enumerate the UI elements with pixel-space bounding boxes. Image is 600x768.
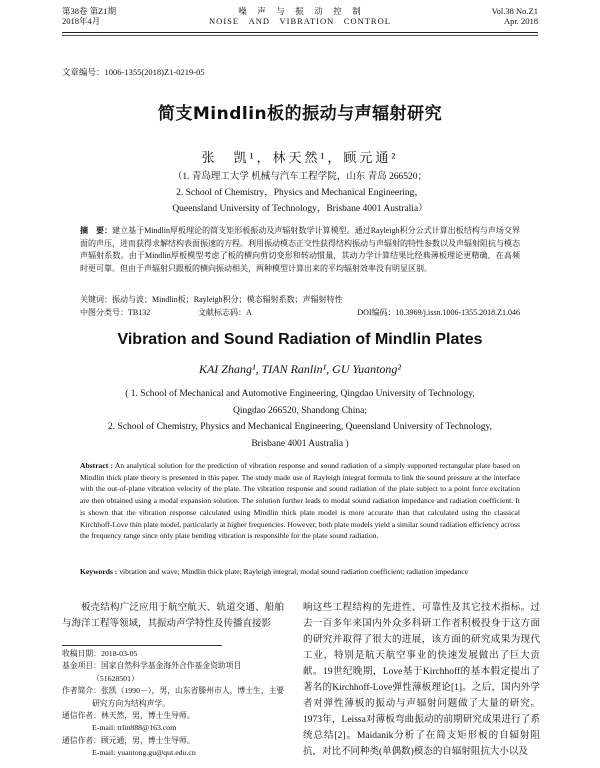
header-date: 2018年4月 <box>62 16 101 26</box>
en-aff-4: Brisbane 4001 Australia ) <box>251 438 349 449</box>
cn-abstract-label: 摘 要： <box>80 226 113 235</box>
fn-fund-number: （51628501） <box>92 673 139 683</box>
cn-affiliations <box>0 169 600 217</box>
cn-aff-2: 2. School of Chemistry，Physics and Mechanical Engineering， <box>176 188 424 198</box>
cn-clc: 中图分类号：TB132 <box>80 308 151 317</box>
footnote-rule <box>62 645 222 646</box>
en-abstract <box>80 460 520 542</box>
cn-title: 简支Mindlin板的振动与声辐射研究 <box>157 104 443 124</box>
cn-aff-1: （1. 青岛理工大学 机械与汽车工程学院，山东 青岛 266520； <box>172 172 428 182</box>
en-aff-2: Qingdao 266520, Shandong China; <box>232 405 368 416</box>
en-authors: KAI Zhang¹, TIAN Ranlin¹, GU Yuantong² <box>198 362 402 376</box>
cn-abstract <box>80 225 520 275</box>
cn-doc-code: 文献标志码：A <box>198 308 252 317</box>
header-journal-cn: 噪 声 与 振 动 控 制 <box>238 6 362 16</box>
fn-email-2: E-mail: yuantong.gu@qut.edu.cn <box>92 748 196 758</box>
header-center <box>62 6 538 26</box>
header-volume: 第38卷 第Z1期 <box>62 6 117 16</box>
header-rule <box>62 32 538 33</box>
en-affiliations <box>80 386 520 452</box>
footnotes <box>62 648 284 760</box>
fn-corresponding-1: 通信作者：林天然，男，博士生导师。 <box>62 711 195 721</box>
cn-doi: DOI编码：10.3969/j.issn.1006-1355.2018.Z1.046 <box>357 308 520 317</box>
cn-authors: 张 凯¹，林天然¹，顾元通² <box>201 150 399 165</box>
body-left-paragraph: 板壳结构广泛应用于航空航天、轨道交通、船舶与海洋工程等领域，其振动声学特性及传播直接影 <box>62 603 284 629</box>
header-journal-en: NOISE AND VIBRATION CONTROL <box>209 16 391 26</box>
en-keywords-label: Keywords : <box>80 567 118 576</box>
fn-received: 收稿日期：2018-03-05 <box>62 649 138 658</box>
fn-author: 作者简介：张凯（1990－），男，山东省滕州市人，博士生，主要 <box>62 686 285 696</box>
en-aff-3: 2. School of Chemistry, Physics and Mechanical Engineering, Queensland University of Technology, <box>108 422 492 432</box>
header-rule-thin <box>62 35 538 36</box>
en-abstract-text: An analytical solution for the prediction of vibration response and sound radiation of a simply supported rectangular plate based on Mindlin thick plate theory is presented in this paper. The study made use of Rayleigh integral formula to link the sound pressure at the interface with the out-of-plane vibration velocity of the plate. The vibration response and sound radiation of the plate subject to a point force excitation are then obtained using a modal expansion solution. The solution further leads to modal sound radiation impedance and radiation coefficient. It is shown that the vibration response calculated using Mindlin thick plate model is more accurate than that calculated using the classical Kirchhoff-Love thin plate model, particularly at higher frequencies. However, both plate models yield a similar sound radiation efficiency across the frequency range since only plate bending vibration is responsible for the plate sound radiation. <box>80 461 521 541</box>
cn-keywords: 关键词：振动与波；Mindlin板；Rayleigh积分；模态辐射系数；声辐射特性 <box>80 295 343 304</box>
body-right-paragraph: 响这些工程结构的先进性、可靠性及其它技术指标。过去一百多年来国内外众多科研工作者积极投身于这方面的研究并取得了很大的进展，该方面的研究成果为现代工业，特别是航天航空事业的快速发展做出了巨大贡献。19世纪晚期，Love基于Kirchhoff的基本假定提出了著名的Kirchhoff-Love弹性薄板理论[1]。之后，国内外学者对弹性薄板的振动与声辐射问题做了大量的研究。1973年，Leissa对薄板弯曲振动的前期研究成果进行了系统总结[2]。Maidanik分析了在简支矩形板的自辐射阻抗，对比不同种类(单偶数)模态的自辐射阻抗大小以及 <box>303 603 540 757</box>
fn-email-1: E-mail: trlin888@163.com <box>92 723 177 733</box>
fn-fund: 基金项目：国家自然科学基金海外合作基金资助项目 <box>62 661 242 671</box>
fn-corresponding-2: 通信作者：顾元通，男，博士生导师。 <box>62 735 195 745</box>
header-volume-en: Vol.38 No.Z1 <box>491 6 538 16</box>
cn-aff-3: Queensland University of Technology，Brisbane 4001 Australia） <box>172 204 428 214</box>
en-title: Vibration and Sound Radiation of Mindlin Plates <box>117 331 483 348</box>
fn-author-cont: 研究方向为结构声学。 <box>92 698 170 708</box>
cn-classification-row <box>80 307 520 318</box>
header-date-en: Apr. 2018 <box>504 16 538 26</box>
header-right <box>492 6 538 26</box>
cn-abstract-text: 建立基于Mindlin厚板理论的简支矩形板振动及声辐射数学计算模型。通过Rayleigh积分公式计算出板结构与声场交界面的声压，进而获得求解结构表面振速的方程。利用振动模态正交性获得结构振动与声辐射的特性参数以及声辐射阻抗与模态声辐射系数。由于Mindlin厚板模型考虑了板的横向剪切变形和转动惯量，其动力学计算结果比经典薄板理论更精确，在高频时更可靠。但由于声辐射只跟板的横向振动相关，两种模型计算出来的平均辐射效率没有明显区别。 <box>80 226 520 273</box>
en-aff-1: ( 1. School of Mechanical and Automotive Engineering, Qingdao University of Technology, <box>125 389 475 399</box>
en-abstract-label: Abstract : <box>80 461 114 470</box>
en-keywords-text: vibration and wave; Mindlin thick plate; Rayleigh integral; modal sound radiation coefficient; radiation impedance <box>119 567 469 576</box>
article-number: 文章编号：1006-1355(2018)Z1-0219-05 <box>62 67 205 77</box>
en-keywords <box>80 566 520 578</box>
